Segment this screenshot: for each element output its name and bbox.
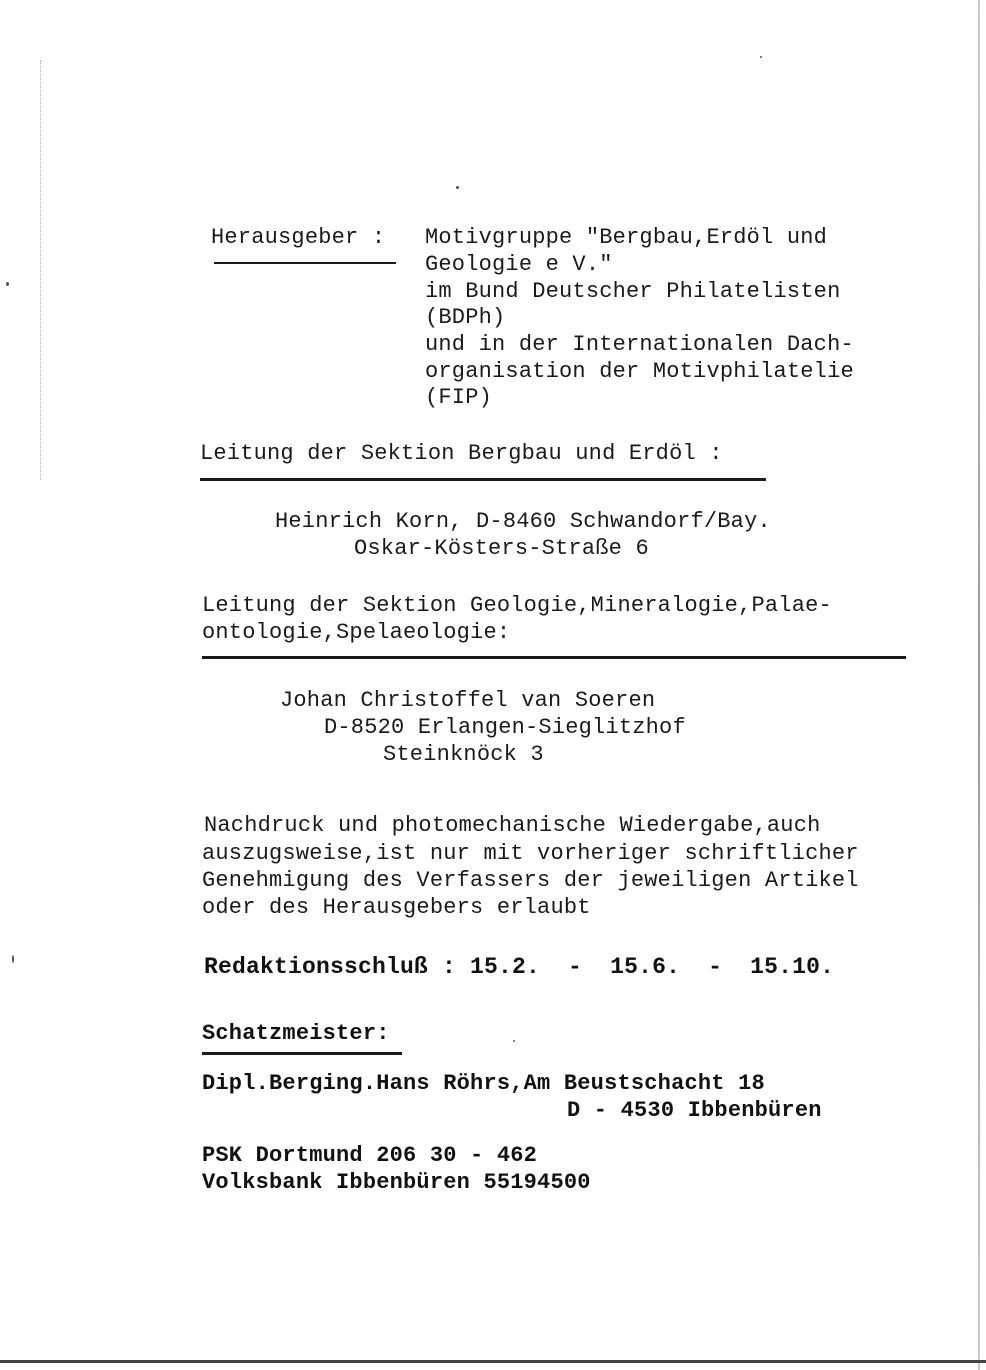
copyright-line: Nachdruck und photomechanische Wiedergabe,auch xyxy=(204,813,821,838)
publisher-underline xyxy=(214,262,396,264)
publisher-line: (FIP) xyxy=(425,385,493,410)
scan-speck xyxy=(456,186,459,189)
scan-edge-bottom xyxy=(0,1360,986,1363)
contact-name: Johan Christoffel van Soeren xyxy=(280,688,656,713)
scan-speck xyxy=(760,56,762,58)
scan-speck xyxy=(513,1040,515,1042)
copyright-line: oder des Herausgebers erlaubt xyxy=(202,895,591,920)
scan-edge-right xyxy=(978,0,980,1370)
scan-speck xyxy=(12,955,14,963)
copyright-line: auszugsweise,ist nur mit vorheriger schriftlicher xyxy=(202,841,859,866)
bank-account: PSK Dortmund 206 30 - 462 xyxy=(202,1143,538,1168)
section-heading: Leitung der Sektion Bergbau und Erdöl : xyxy=(200,441,723,466)
publisher-line: organisation der Motivphilatelie xyxy=(425,359,854,384)
scan-edge-left xyxy=(40,60,42,480)
treasurer-address: Dipl.Berging.Hans Röhrs,Am Beustschacht 18 xyxy=(202,1071,765,1096)
contact-street: Steinknöck 3 xyxy=(383,742,544,767)
section-heading-underline xyxy=(200,478,766,481)
section-heading: ontologie,Spelaeologie: xyxy=(202,620,511,645)
publisher-line: im Bund Deutscher Philatelisten xyxy=(425,279,841,304)
contact-city: D-8520 Erlangen-Sieglitzhof xyxy=(324,715,686,740)
section-heading: Leitung der Sektion Geologie,Mineralogie,Palae- xyxy=(202,593,832,618)
copyright-line: Genehmigung des Verfassers der jeweiligen Artikel xyxy=(202,868,859,893)
publisher-label: Herausgeber : xyxy=(211,225,386,250)
contact-name: Heinrich Korn, D-8460 Schwandorf/Bay. xyxy=(275,509,771,534)
contact-street: Oskar-Kösters-Straße 6 xyxy=(354,536,649,561)
publisher-line: Geologie e V." xyxy=(425,252,613,277)
publisher-line: (BDPh) xyxy=(425,305,506,330)
editorial-deadline: Redaktionsschluß : 15.2. - 15.6. - 15.10. xyxy=(204,954,835,980)
treasurer-heading: Schatzmeister: xyxy=(202,1021,390,1046)
publisher-line: und in der Internationalen Dach- xyxy=(425,332,854,357)
bank-account: Volksbank Ibbenbüren 55194500 xyxy=(202,1170,591,1195)
treasurer-city: D - 4530 Ibbenbüren xyxy=(567,1098,822,1123)
publisher-line: Motivgruppe "Bergbau,Erdöl und xyxy=(425,225,828,250)
scan-speck xyxy=(6,282,9,286)
treasurer-heading-underline xyxy=(202,1052,402,1055)
section-heading-underline xyxy=(202,656,906,659)
